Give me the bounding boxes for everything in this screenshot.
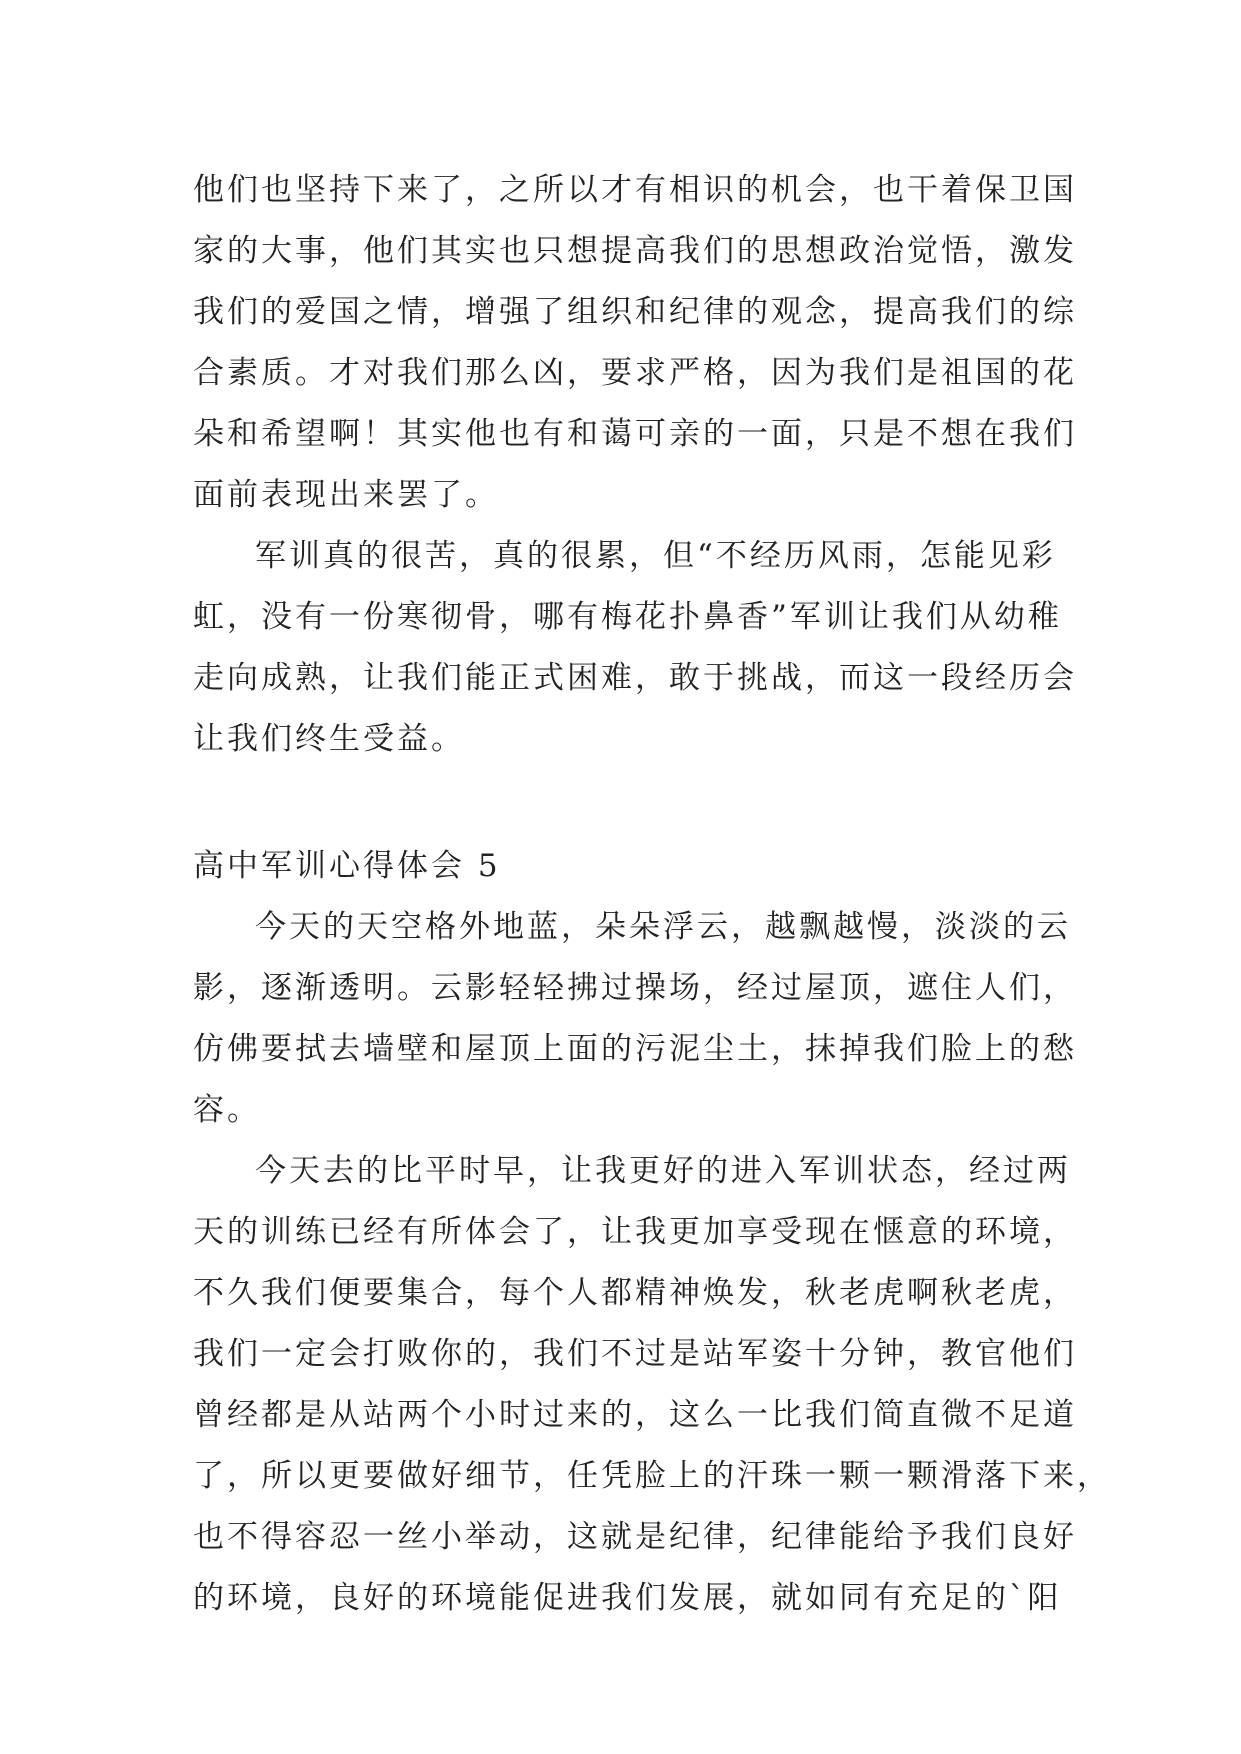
text-line: 了，所以更要做好细节，任凭脸上的汗珠一颗一颗滑落下来， (193, 1458, 1111, 1494)
text-line: 军训真的很苦，真的很累，但“不经历风雨，怎能见彩 (255, 538, 1056, 574)
text-line: 走向成熟，让我们能正式困难，敢于挑战，而这一段经历会 (193, 660, 1077, 696)
text-line: 今天的天空格外地蓝，朵朵浮云，越飘越慢，淡淡的云 (255, 909, 1071, 945)
text-line: 虹，没有一份寒彻骨，哪有梅花扑鼻香”军训让我们从幼稚 (193, 599, 1062, 635)
section-heading: 高中军训心得体会 5 (193, 848, 501, 884)
text-line: 他们也坚持下来了，之所以才有相识的机会，也干着保卫国 (193, 172, 1077, 208)
text-line: 今天去的比平时早，让我更好的进入军训状态，经过两 (255, 1153, 1071, 1189)
paragraph-2 (193, 526, 1077, 770)
text-line: 仿佛要拭去墙壁和屋顶上面的污泥尘土，抹掉我们脸上的愁 (193, 1031, 1077, 1067)
text-line: 我们一定会打败你的，我们不过是站军姿十分钟，教官他们 (193, 1336, 1077, 1372)
text-line: 天的训练已经有所体会了，让我更加享受现在惬意的环境， (193, 1214, 1077, 1250)
text-line: 的环境，良好的环境能促进我们发展，就如同有充足的`阳 (193, 1580, 1062, 1616)
text-line: 让我们终生受益。 (193, 721, 465, 757)
text-line: 影，逐渐透明。云影轻轻拂过操场，经过屋顶，遮住人们， (193, 970, 1077, 1006)
paragraph-3 (193, 897, 1077, 1141)
text-line: 面前表现出来罢了。 (193, 477, 499, 513)
text-line: 家的大事，他们其实也只想提高我们的思想政治觉悟，激发 (193, 233, 1077, 269)
text-line: 也不得容忍一丝小举动，这就是纪律，纪律能给予我们良好 (193, 1519, 1077, 1555)
text-line: 曾经都是从站两个小时过来的，这么一比我们简直微不足道 (193, 1397, 1077, 1433)
text-line: 合素质。才对我们那么凶，要求严格，因为我们是祖国的花 (193, 355, 1077, 391)
text-line: 朵和希望啊！其实他也有和蔼可亲的一面，只是不想在我们 (193, 416, 1077, 452)
text-line: 容。 (193, 1092, 261, 1128)
section-spacer (193, 770, 1063, 836)
document-body (193, 160, 1111, 1629)
text-line: 不久我们便要集合，每个人都精神焕发，秋老虎啊秋老虎， (193, 1275, 1077, 1311)
paragraph-4 (193, 1141, 1111, 1629)
paragraph-1 (193, 160, 1077, 526)
text-line: 我们的爱国之情，增强了组织和纪律的观念，提高我们的综 (193, 294, 1077, 330)
